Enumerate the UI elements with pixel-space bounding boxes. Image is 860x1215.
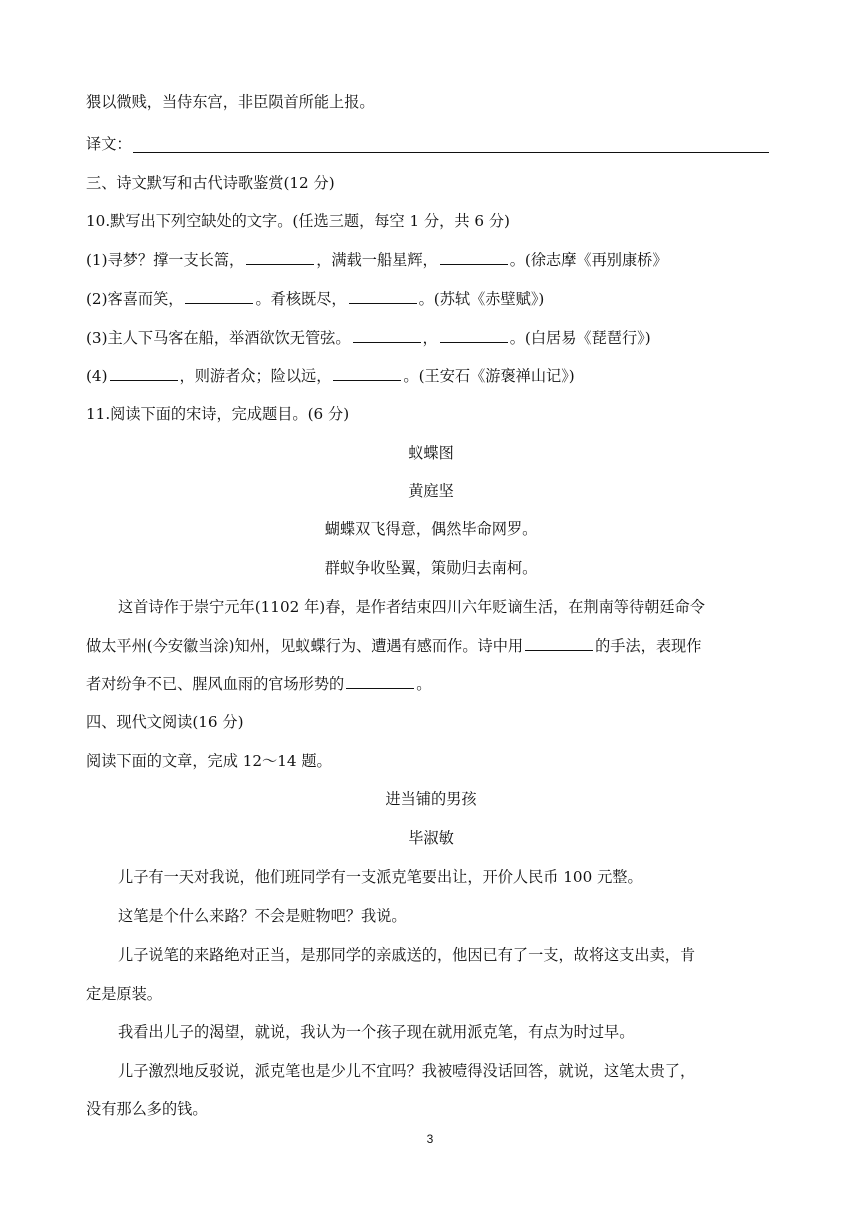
item-text: 。(苏轼《赤壁赋》) bbox=[418, 290, 545, 308]
item-text: (1)寻梦？撑一支长篙， bbox=[86, 251, 245, 269]
item-text: ，满载一船星辉， bbox=[316, 251, 438, 269]
article-title: 进当铺的男孩 bbox=[385, 790, 477, 808]
item-text: 做太平州(今安徽当涂)知州，见蚁蝶行为、遭遇有感而作。诗中用 bbox=[86, 637, 524, 655]
article-paragraph-1: 儿子有一天对我说，他们班同学有一支派克笔要出让，开价人民币 100 元整。 bbox=[118, 868, 643, 886]
answer-blank bbox=[349, 289, 417, 304]
question-10-prompt: 10.默写出下列空缺处的文字。(任选三题，每空 1 分，共 6 分) bbox=[86, 212, 510, 230]
translation-label: 译文： bbox=[86, 135, 132, 153]
item-text: (2)客喜而笑， bbox=[86, 290, 184, 308]
question-11-paragraph-line-3 bbox=[86, 674, 776, 694]
poem-author: 黄庭坚 bbox=[408, 482, 454, 500]
answer-blank bbox=[333, 366, 401, 381]
question-11-prompt: 11.阅读下面的宋诗，完成题目。(6 分) bbox=[86, 405, 350, 423]
item-text: 。(王安石《游褒禅山记》) bbox=[403, 367, 575, 385]
answer-blank bbox=[440, 250, 508, 265]
item-text: ，则游者众；险以远， bbox=[179, 367, 332, 385]
item-text: 。 bbox=[416, 675, 432, 693]
answer-blank bbox=[185, 289, 253, 304]
answer-blank bbox=[246, 250, 314, 265]
translation-answer-blank bbox=[133, 152, 769, 153]
item-text: 者对纷争不已、腥风血雨的官场形势的 bbox=[86, 675, 345, 693]
answer-blank bbox=[525, 636, 593, 651]
answer-blank bbox=[440, 328, 508, 343]
article-paragraph-4: 我看出儿子的渴望，就说，我认为一个孩子现在就用派克笔，有点为时过早。 bbox=[118, 1023, 635, 1041]
question-10-item-3 bbox=[86, 328, 776, 348]
article-paragraph-5-line-1: 儿子激烈地反驳说，派克笔也是少儿不宜吗？我被噎得没话回答，就说，这笔太贵了， bbox=[118, 1062, 696, 1080]
article-paragraph-2: 这笔是个什么来路？不会是赃物吧？我说。 bbox=[118, 907, 407, 925]
answer-blank bbox=[110, 366, 178, 381]
item-text: 。肴核既尽， bbox=[255, 290, 347, 308]
question-10-item-4 bbox=[86, 366, 776, 386]
answer-blank bbox=[346, 674, 414, 689]
translation-source-text: 猥以微贱，当侍东宫，非臣陨首所能上报。 bbox=[86, 93, 375, 111]
answer-blank bbox=[353, 328, 421, 343]
poem-title: 蚁蝶图 bbox=[408, 444, 454, 462]
article-author: 毕淑敏 bbox=[408, 829, 454, 847]
poem-line-2: 群蚁争收坠翼，策勋归去南柯。 bbox=[324, 559, 538, 577]
item-text: 。(白居易《琵琶行》) bbox=[509, 329, 651, 347]
item-text: ， bbox=[422, 329, 438, 347]
article-paragraph-3-line-2: 定是原装。 bbox=[86, 985, 162, 1003]
section-4-intro: 阅读下面的文章，完成 12～14 题。 bbox=[86, 752, 332, 770]
question-10-item-2 bbox=[86, 289, 776, 309]
poem-line-1: 蝴蝶双飞得意，偶然毕命网罗。 bbox=[324, 520, 538, 538]
article-paragraph-3-line-1: 儿子说笔的来路绝对正当，是那同学的亲戚送的，他因已有了一支，故将这支出卖，肯 bbox=[118, 946, 696, 964]
article-paragraph-5-line-2: 没有那么多的钱。 bbox=[86, 1100, 208, 1118]
page-number: 3 bbox=[426, 1132, 434, 1146]
section-3-heading: 三、诗文默写和古代诗歌鉴赏(12 分) bbox=[86, 174, 335, 192]
item-text: 的手法，表现作 bbox=[595, 637, 702, 655]
question-11-paragraph-line-1: 这首诗作于崇宁元年(1102 年)春，是作者结束四川六年贬谪生活，在荆南等待朝廷命令 bbox=[118, 598, 705, 616]
question-11-paragraph-line-2 bbox=[86, 636, 776, 656]
item-text: (3)主人下马客在船，举酒欲饮无管弦。 bbox=[86, 329, 351, 347]
question-10-item-1 bbox=[86, 250, 776, 270]
item-text: 。(徐志摩《再别康桥》 bbox=[509, 251, 668, 269]
section-4-heading: 四、现代文阅读(16 分) bbox=[86, 713, 244, 731]
item-text: (4) bbox=[86, 367, 108, 385]
